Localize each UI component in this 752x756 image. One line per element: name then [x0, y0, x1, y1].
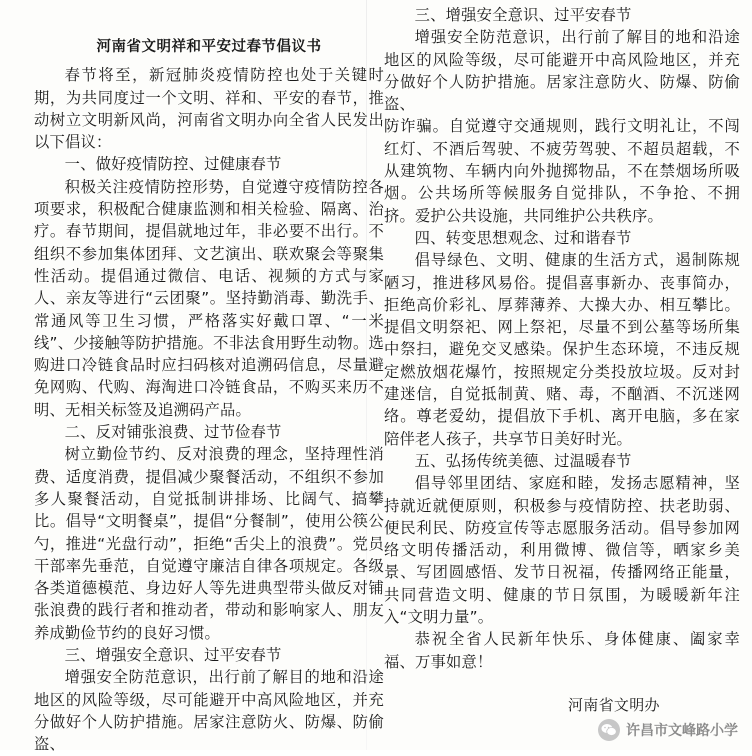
section-5-body: 倡导邻里团结、家庭和睦，发扬志愿精神，坚持就近就便原则，积极参与疫情防控、扶老助弱、便民利民、防疫宣传等志愿服务活动。倡导参加网络文明传播活动，利用微博、微信等，晒家乡美景、写团圆感悟、发节日祝福，传播网络正能量，共同营造文明、健康的节日氛围，为暖暖新年注入“文明力量”。 — [384, 474, 740, 627]
wechat-icon — [598, 719, 620, 741]
section-4-heading: 四、转变思想观念、过和谐春节 — [414, 228, 632, 247]
section-3-body-part1-repeat: 增强安全防范意识，出行前了解目的地和沿途地区的风险等级，尽可能避开中高风险地区，并充分做好个人防护措施。居家注意防火、防爆、防偷盗、 — [384, 28, 740, 114]
section-5-heading: 五、弘扬传统美德、过温暖春节 — [414, 451, 632, 470]
section-1-body: 积极关注疫情防控形势，自觉遵守疫情防控各项要求，积极配合健康监测和相关检验、隔离、治疗。春节期间，提倡就地过年，非必要不出行。不组织不参加集体团拜、文艺演出、联欢聚会等聚集性活动。提倡通过微信、电话、视频的方式与家人、亲友等进行“云团聚”。坚持勤消毒、勤洗手、常通风等卫生习惯，严格落实好戴口罩、“一米线”、少接触等防护措施。不非法食用野生动物。选购进口冷链食品时应扫码核对追溯码信息，尽量避免网购、代购、海淘进口冷链食品，不购买来历不明、无相关标签及追溯码产品。 — [34, 177, 384, 419]
watermark-text: 许昌市文峰路小学 — [626, 723, 738, 739]
section-1-heading: 一、做好疫情防控、过健康春节 — [64, 155, 282, 174]
left-column — [34, 4, 384, 756]
document-title: 河南省文明祥和平安过春节倡议书 — [96, 39, 322, 55]
account-watermark — [598, 718, 738, 742]
section-3-body-part1: 增强安全防范意识，出行前了解目的地和沿途地区的风险等级，尽可能避开中高风险地区，并充分做好个人防护措施。居家注意防火、防爆、防偷盗、 — [34, 668, 384, 754]
intro-paragraph: 春节将至，新冠肺炎疫情防控也处于关键时期，为共同度过一个文明、祥和、平安的春节，推动树立文明新风尚，河南省文明办向全省人民发出以下倡议： — [34, 66, 384, 152]
section-3-body-part2: 防诈骗。自觉遵守交通规则，践行文明礼让，不闯红灯、不酒后驾驶、不疲劳驾驶、不超员超载，不从建筑物、车辆内向外抛掷物品，不在禁烟场所吸烟。公共场所等候服务自觉排队，不争抢、不拥挤。爱护公共设施，共同维护公共秩序。 — [384, 117, 740, 225]
right-column — [384, 4, 740, 673]
closing-greeting: 恭祝全省人民新年快乐、身体健康、阖家幸福、万事如意！ — [384, 630, 740, 671]
signature: 河南省文明办 — [568, 696, 660, 714]
section-2-body: 树立勤俭节约、反对浪费的理念，坚持理性消费、适度消费，提倡减少聚餐活动，不组织不参加多人聚餐活动，自觉抵制讲排场、比阔气、搞攀比。倡导“文明餐桌”，提倡“分餐制”，使用公筷公勺，推进“光盘行动”，拒绝“舌尖上的浪费”。党员干部率先垂范，自觉遵守廉洁自律各项规定。各级各类道德模范、身边好人等先进典型带头做反对铺张浪费的践行者和推动者，带动和影响家人、朋友养成勤俭节约的良好习惯。 — [34, 445, 384, 642]
section-2-heading: 二、反对铺张浪费、过节俭春节 — [64, 423, 282, 442]
section-4-body: 倡导绿色、文明、健康的生活方式，遏制陈规陋习，推进移风易俗。提倡喜事新办、丧事简办，拒绝高价彩礼、厚葬薄养、大操大办、相互攀比。提倡文明祭祀、网上祭祀，尽量不到公墓等场所集中祭扫，避免交叉感染。保护生态环境，不违反规定燃放烟花爆竹，按照规定分类投放垃圾。反对封建迷信，自觉抵制黄、赌、毒，不酗酒、不沉迷网络。尊老爱幼，提倡放下手机、离开电脑，多在家陪伴老人孩子，共享节日美好时光。 — [384, 251, 740, 448]
section-3-heading-repeat: 三、增强安全意识、过平安春节 — [414, 6, 632, 24]
section-3-heading: 三、增强安全意识、过平安春节 — [64, 646, 282, 665]
